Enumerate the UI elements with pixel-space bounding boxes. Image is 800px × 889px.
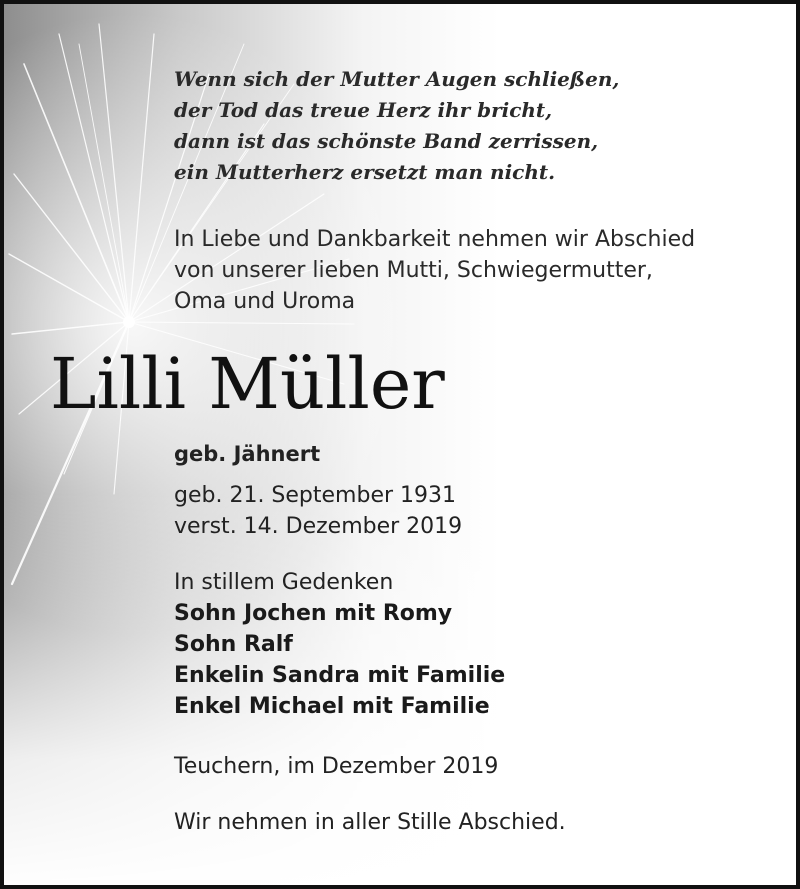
- mourner-name: Sohn Jochen mit Romy: [174, 601, 453, 626]
- deceased-name: Lilli Müller: [50, 343, 445, 425]
- poem-line: ein Mutterherz ersetzt man nicht.: [174, 160, 556, 184]
- closing-line: Wir nehmen in aller Stille Abschied.: [174, 810, 566, 835]
- farewell-intro: [174, 224, 695, 317]
- life-dates: [174, 480, 462, 542]
- intro-line: In Liebe und Dankbarkeit nehmen wir Abschied: [174, 227, 696, 252]
- poem-line: Wenn sich der Mutter Augen schließen,: [174, 67, 620, 91]
- mourner-name: Enkelin Sandra mit Familie: [174, 663, 506, 688]
- birth-name: geb. Jähnert: [174, 442, 321, 466]
- place-and-date: Teuchern, im Dezember 2019: [174, 754, 499, 779]
- poem-line: der Tod das treue Herz ihr bricht,: [174, 98, 553, 122]
- mourners-list: [174, 567, 505, 722]
- mourners-lead: In stillem Gedenken: [174, 570, 394, 595]
- intro-line: Oma und Uroma: [174, 289, 356, 314]
- mourner-name: Sohn Ralf: [174, 632, 293, 657]
- mourner-name: Enkel Michael mit Familie: [174, 694, 490, 719]
- death-date: verst. 14. Dezember 2019: [174, 514, 463, 539]
- intro-line: von unserer lieben Mutti, Schwiegermutter,: [174, 258, 653, 283]
- notice-text: [4, 4, 800, 889]
- poem-line: dann ist das schönste Band zerrissen,: [174, 129, 599, 153]
- memorial-poem: [174, 64, 619, 188]
- birth-date: geb. 21. September 1931: [174, 483, 457, 508]
